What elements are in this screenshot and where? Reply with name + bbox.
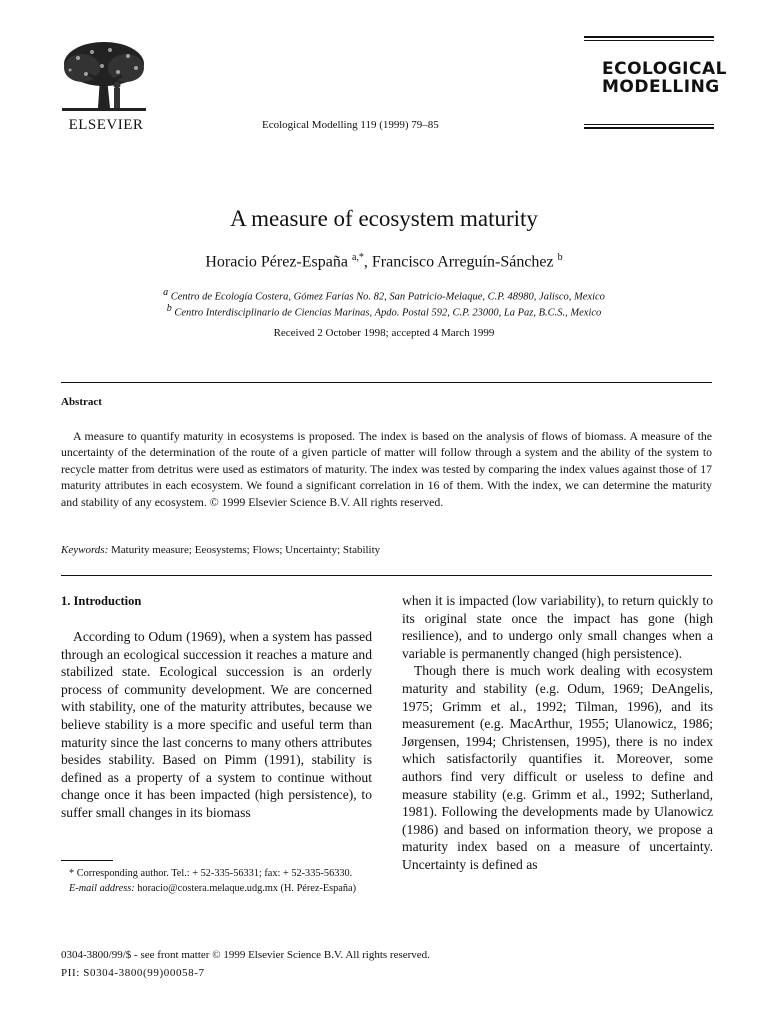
journal-citation: Ecological Modelling 119 (1999) 79–85 bbox=[262, 119, 439, 131]
keywords bbox=[61, 544, 712, 556]
abstract-bottom-rule bbox=[61, 575, 712, 576]
email-label: E-mail address: bbox=[69, 882, 135, 894]
paragraph: when it is impacted (low variability), to return quickly to its original state once the impact has gone (high resilience), and to undergo only small changes when a variable is permanently changed (high persistence). bbox=[402, 593, 713, 661]
left-column bbox=[61, 628, 372, 822]
publisher-name: ELSEVIER bbox=[68, 117, 144, 133]
paragraph: According to Odum (1969), when a system has passed through an ecological succession it reaches a mature and stabilized state. Ecological succession is an orderly process of community development. We are concerned with stability, one of the maturity attributes, because we believe stability is a more specific and useful term than maturity since the last concerns to many others attributes besides stability. Based on Pimm (1991), stability is defined as a property of a system to continue without change once it has been impacted (high persistence), to suffer small changes in its biomass bbox=[61, 629, 372, 820]
received-dates: Received 2 October 1998; accepted 4 March 1999 bbox=[273, 327, 495, 339]
section-heading: 1. Introduction bbox=[61, 594, 142, 608]
keywords-list: Maturity measure; Eeosystems; Flows; Uncertainty; Stability bbox=[111, 544, 381, 556]
affiliation-a-mark: a bbox=[163, 287, 169, 298]
affiliation-b bbox=[0, 303, 768, 319]
abstract-body: A measure to quantify maturity in ecosystems is proposed. The index is based on the analysis of flows of biomass. A measure of the uncertainty of the determination of the route of a given particle of matter will follow through a system and the ability of the system to recycle matter from detritus were used as estimators of maturity. The index was tested by comparing the index values against those of 17 maturity attributes in each ecosystem. We found a significant correlation in 16 of them. With the index, we can determine the maturity and stability of any ecosystem. © 1999 Elsevier Science B.V. All rights reserved. bbox=[61, 429, 712, 509]
affiliation-a bbox=[0, 287, 768, 303]
journal-logo bbox=[584, 36, 727, 97]
tree-icon bbox=[58, 38, 150, 116]
affiliation-b-text: Centro Interdisciplinario de Ciencias Marinas, Apdo. Postal 592, C.P. 23000, La Paz, B.C.S., Mexico bbox=[174, 307, 602, 319]
pii-line: PII: S0304-3800(99)00058-7 bbox=[61, 967, 205, 979]
journal-logo-line1: ECOLOGICAL bbox=[602, 59, 727, 79]
journal-logo-line2: MODELLING bbox=[602, 77, 720, 97]
issn-line: 0304-3800/99/$ - see front matter © 1999 Elsevier Science B.V. All rights reserved. bbox=[61, 949, 430, 961]
abstract-heading: Abstract bbox=[61, 396, 102, 408]
footnote-rule bbox=[61, 860, 113, 861]
author-2-affiliation-mark: b bbox=[557, 252, 563, 263]
affiliation-b-mark: b bbox=[166, 303, 172, 314]
author-separator: , bbox=[363, 253, 372, 271]
email-address: horacio@costera.melaque.udg.mx (H. Pérez-España) bbox=[137, 882, 357, 894]
footnote bbox=[61, 867, 372, 897]
author-1-affiliation-mark: a,* bbox=[351, 252, 364, 263]
author-list bbox=[0, 252, 768, 271]
journal-logo-rule bbox=[584, 124, 714, 129]
right-column bbox=[402, 592, 713, 874]
paragraph: Though there is much work dealing with ecosystem maturity and stability (e.g. Odum, 1969; DeAngelis, 1975; Grimm et al., 1992; Tilman, 1996), and its measurement (e.g. MacArthur, 1955; Ulanowicz, 1986; Jørgensen, 1994; Christensen, 1995), there is no index which satisfactorily quantifies it. Moreover, some authors find very difficult or useless to define and measure stability (e.g. Grimm et al., 1992; Sutherland, 1981). Following the developments made by Ulanowicz (1986) and based on information theory, we propose a maturity index based on a measure of uncertainty. Uncertainty is defined as bbox=[402, 663, 713, 872]
keywords-label: Keywords: bbox=[61, 544, 109, 556]
affiliation-a-text: Centro de Ecología Costera, Gómez Farías No. 82, San Patricio-Melaque, C.P. 48980, Jalisco, Mexico bbox=[170, 291, 605, 303]
abstract-top-rule bbox=[61, 382, 712, 383]
author-2: Francisco Arreguín-Sánchez bbox=[371, 253, 554, 271]
author-1: Horacio Pérez-España bbox=[205, 253, 348, 271]
corresponding-author-note: * Corresponding author. Tel.: + 52-335-56331; fax: + 52-335-56330. bbox=[69, 868, 353, 879]
article-title: A measure of ecosystem maturity bbox=[230, 206, 538, 231]
